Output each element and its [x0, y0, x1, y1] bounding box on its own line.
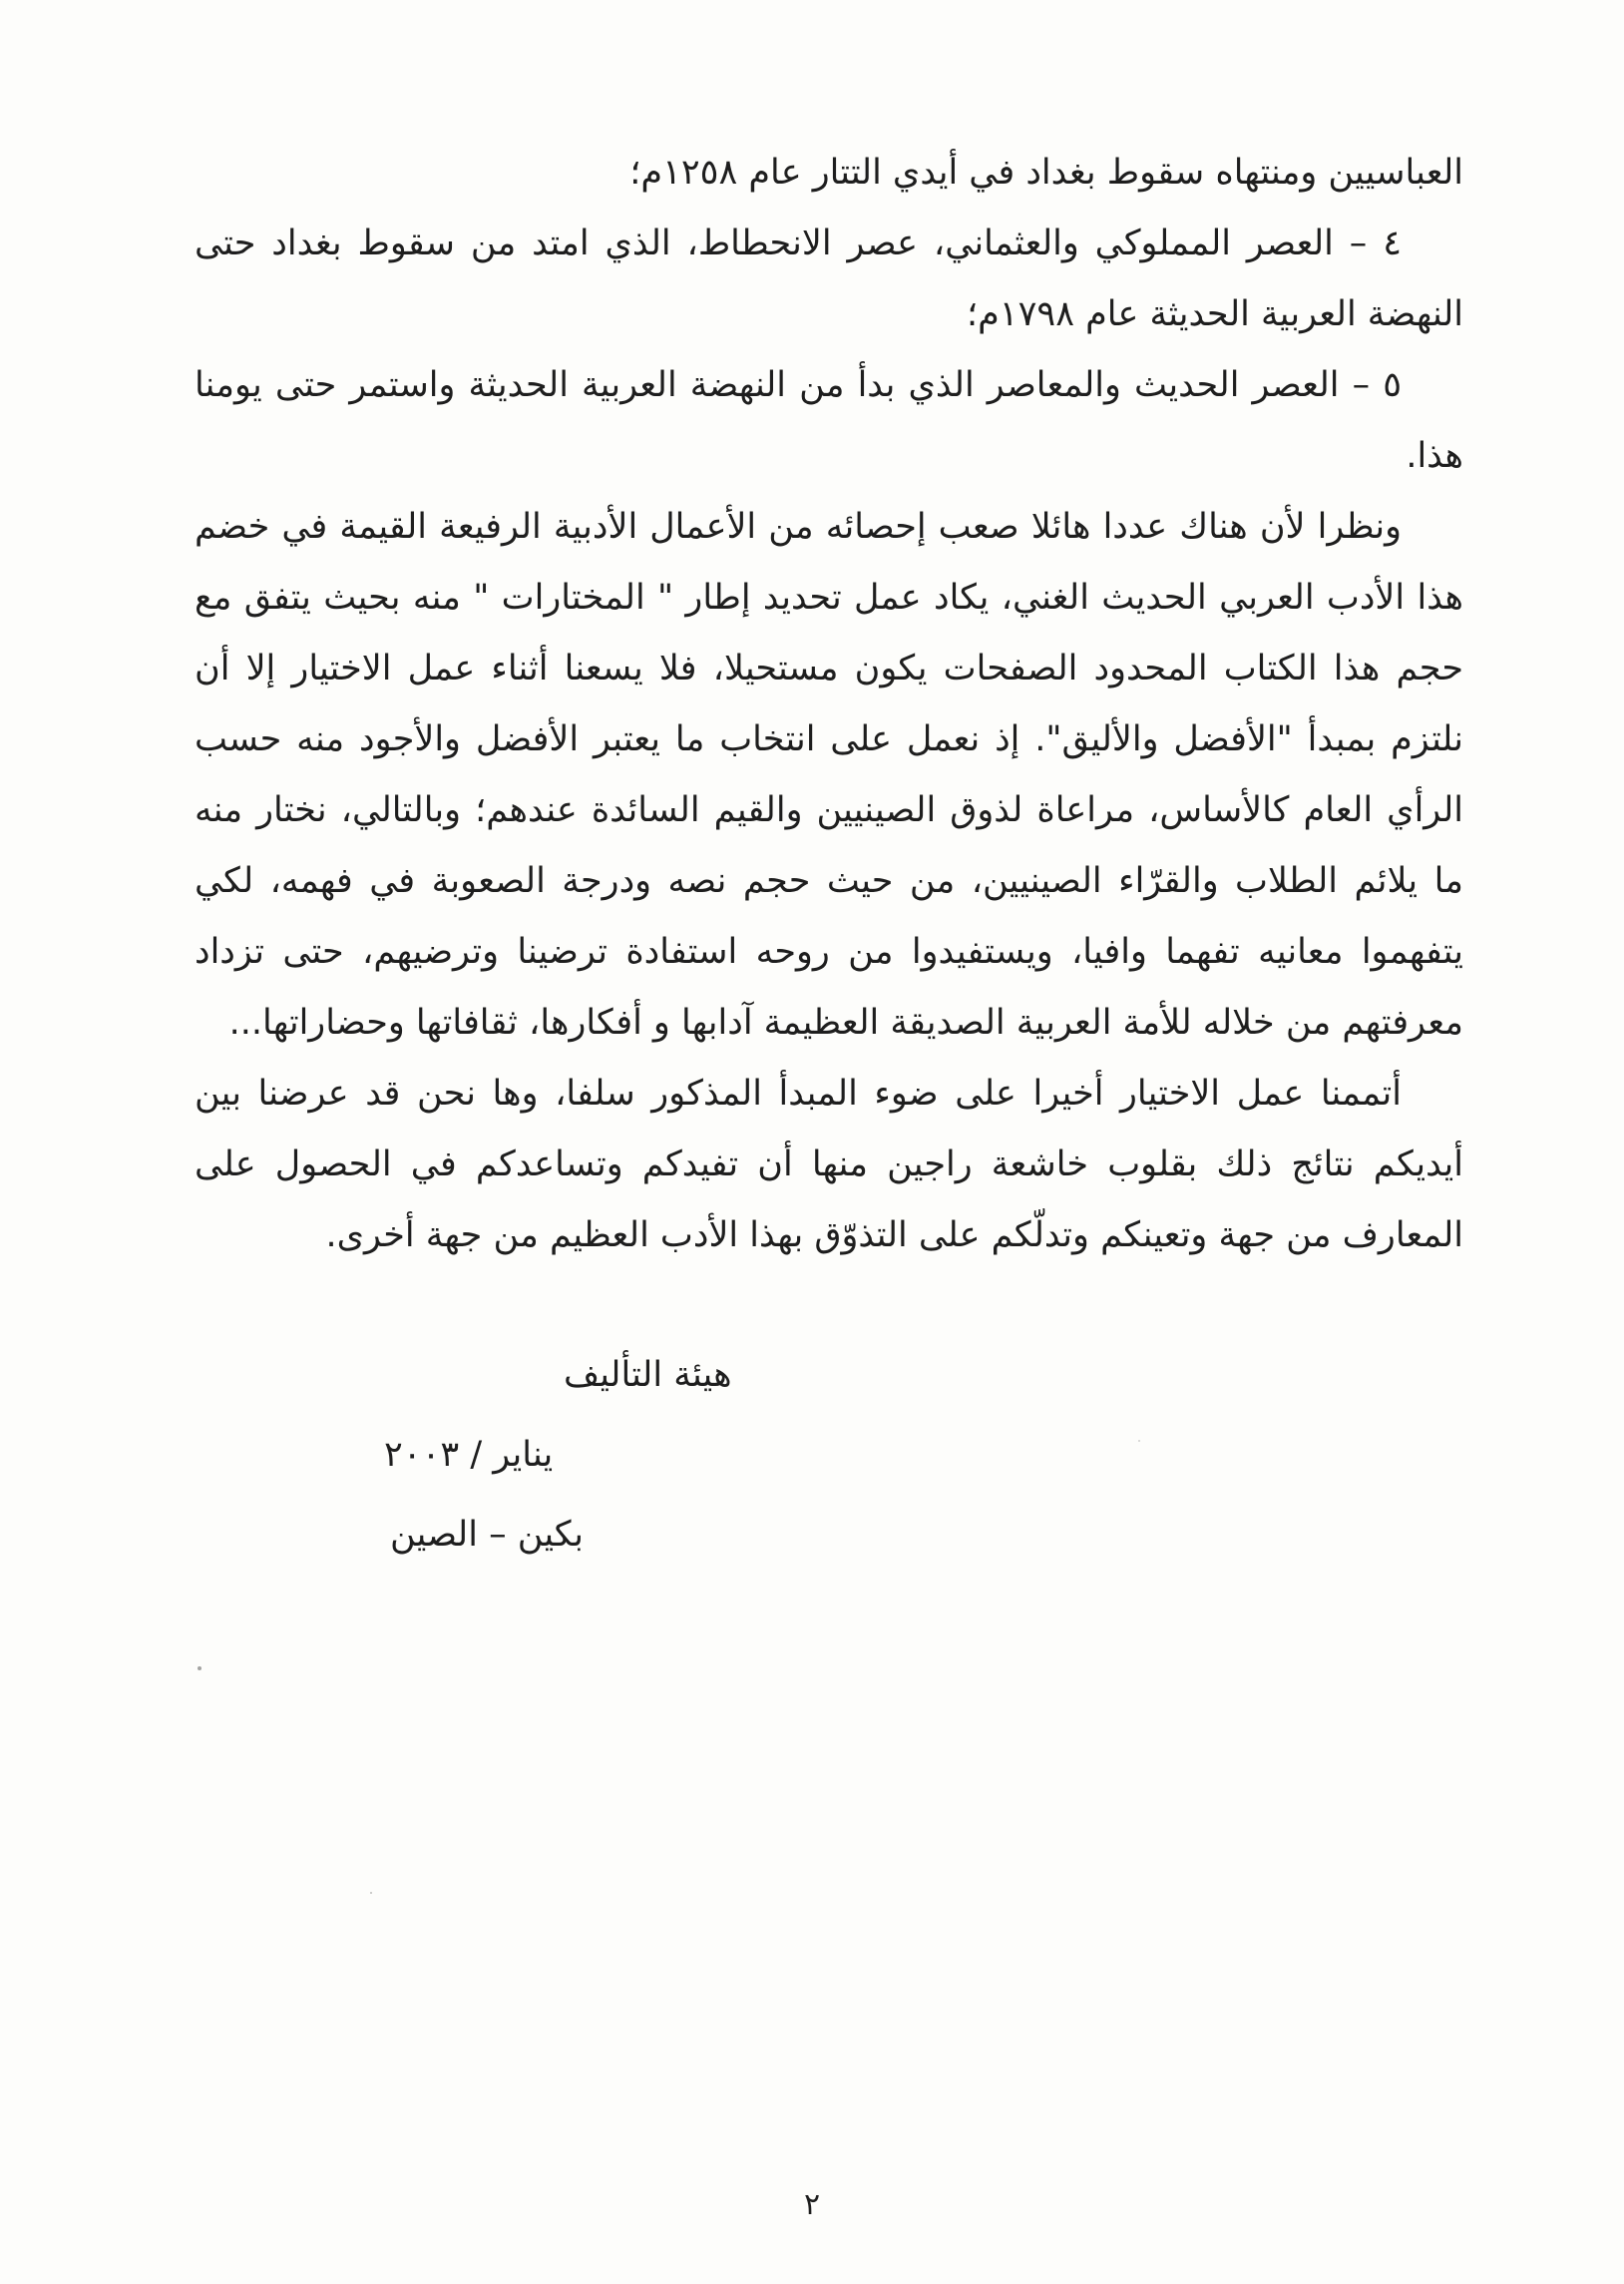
scan-artifact-speck	[198, 1666, 202, 1670]
body-paragraph-selection-criteria: ونظرا لأن هناك عددا هائلا صعب إحصائه من الأعمال الأدبية الرفيعة القيمة في خضم هذا الأدب العربي الحديث الغني، يكاد عمل تحديد إطار " المختارات " منه بحيث يتفق مع حجم هذا الكتاب المحدود الصفحات يكون مستحيلا، فلا يسعنا أثناء عمل الاختيار إلا أن نلتزم بمبدأ "الأفضل والأليق". إذ نعمل على انتخاب ما يعتبر الأفضل والأجود منه حسب الرأي العام كالأساس، مراعاة لذوق الصينيين والقيم السائدة عندهم؛ وبالتالي، نختار منه ما يلائم الطلاب والقرّاء الصينيين، من حيث حجم نصه ودرجة الصعوبة في فهمه، لكي يتفهموا معانيه تفهما وافيا، ويستفيدوا من روحه استفادة ترضينا وترضيهم، حتى تزداد معرفتهم من خلاله للأمة العربية الصديقة العظيمة آدابها و أفكارها، ثقافاتها وحضاراتها...	[195, 507, 1463, 1043]
page-number: ٢	[803, 2187, 821, 2222]
body-paragraph-conclusion: أتممنا عمل الاختيار أخيرا على ضوء المبدأ المذكور سلفا، وها نحن قد عرضنا بين أيديكم نتائج ذلك بقلوب خاشعة راجين منها أن تفيدكم وتساعدكم في الحصول على المعارف من جهة وتعينكم وتدلّكم على التذوّق بهذا الأدب العظيم من جهة أخرى.	[195, 1074, 1463, 1255]
era-list-item-5: ٥ – العصر الحديث والمعاصر الذي بدأ من النهضة العربية الحديثة واستمر حتى يومنا هذا.	[195, 365, 1463, 476]
continuation-line: العباسيين ومنتهاه سقوط بغداد في أيدي التتار عام ١٢٥٨م؛	[629, 153, 1463, 193]
signature-committee: هيئة التأليف	[564, 1355, 732, 1395]
signature-block	[195, 1335, 1463, 1575]
signature-place: بكين – الصين	[390, 1515, 584, 1555]
signature-date: يناير / ٢٠٠٣	[384, 1435, 554, 1475]
era-list-item-4: ٤ – العصر المملوكي والعثماني، عصر الانحطاط، الذي امتد من سقوط بغداد حتى النهضة العربية الحديثة عام ١٧٩٨م؛	[195, 224, 1463, 334]
text-block	[195, 138, 1463, 1575]
